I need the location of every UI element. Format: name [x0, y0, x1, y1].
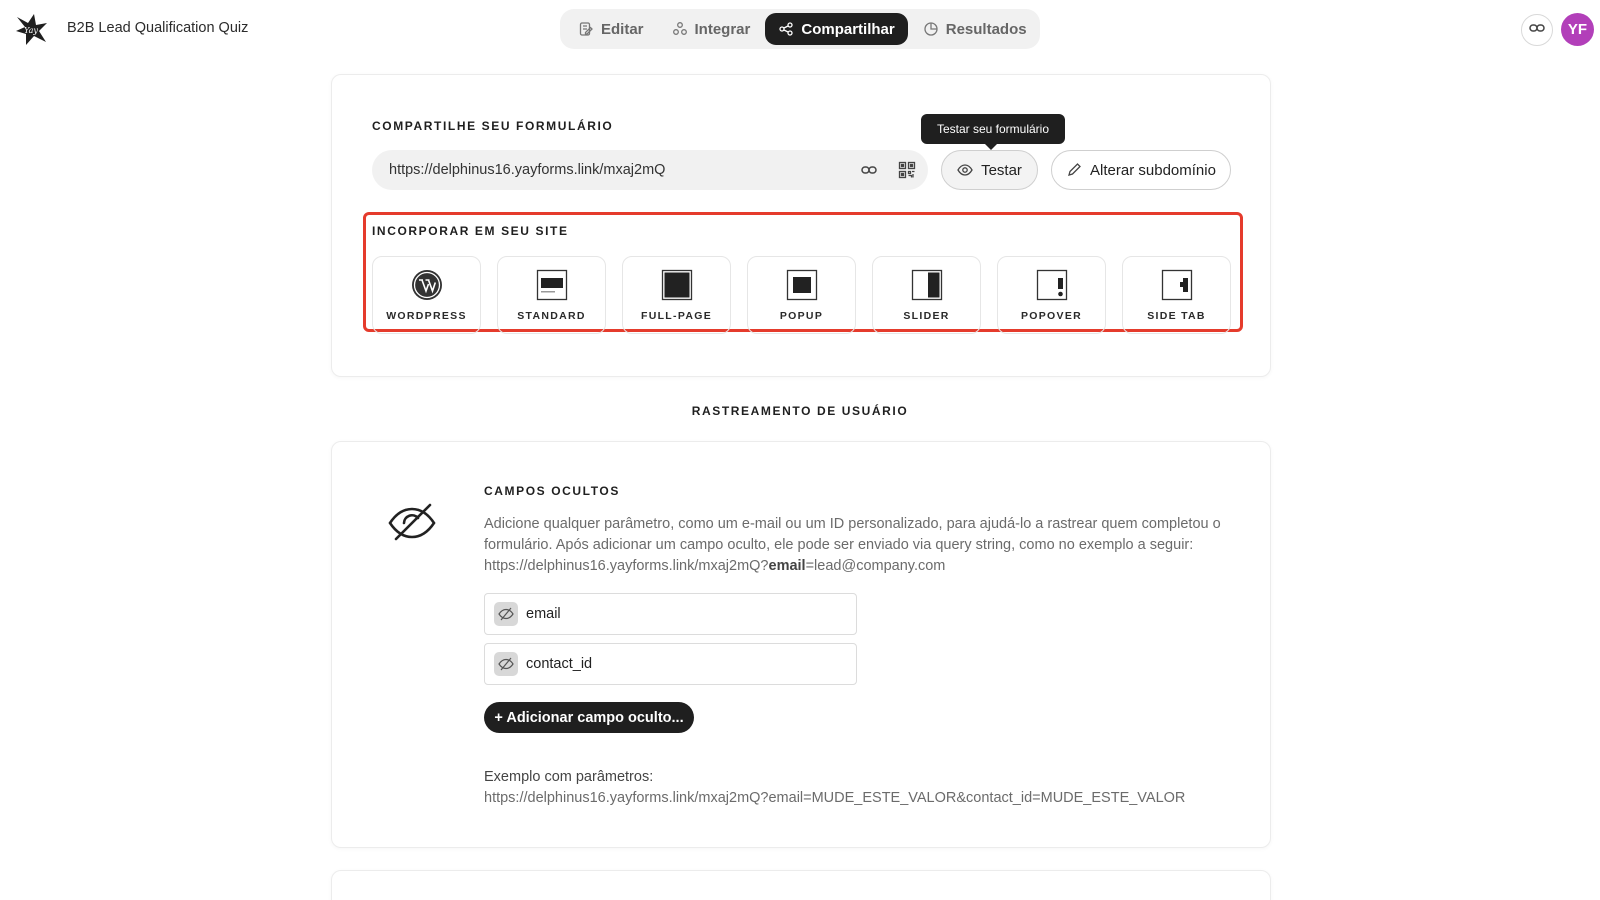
top-header — [0, 0, 1600, 60]
wordpress-icon — [411, 269, 443, 301]
share-heading: COMPARTILHE SEU FORMULÁRIO — [372, 119, 614, 133]
example-url: https://delphinus16.yayforms.link/mxaj2mQ?email=MUDE_ESTE_VALOR&contact_id=MUDE_ESTE_VALOR — [484, 790, 1186, 806]
popup-embed-icon — [786, 269, 818, 301]
description-example-prefix: https://delphinus16.yayforms.link/mxaj2mQ? — [484, 558, 769, 574]
embed-option-standard[interactable] — [497, 256, 606, 334]
edit-icon — [578, 21, 594, 37]
share-card — [331, 74, 1271, 377]
tab-compartilhar[interactable] — [765, 13, 907, 45]
tab-label: Integrar — [694, 20, 751, 38]
link-icon — [1528, 19, 1546, 42]
tab-label: Resultados — [945, 20, 1027, 38]
description-example-suffix: =lead@company.com — [805, 558, 946, 574]
embed-option-wordpress[interactable] — [372, 256, 481, 334]
eye-icon — [957, 162, 973, 178]
next-card — [331, 870, 1271, 900]
tab-integrar[interactable] — [659, 13, 764, 45]
hidden-field-email[interactable] — [484, 593, 857, 635]
results-icon — [923, 21, 939, 37]
embed-option-label: WORDPRESS — [386, 310, 467, 322]
test-form-button[interactable] — [941, 150, 1038, 190]
embed-heading: INCORPORAR EM SEU SITE — [372, 224, 569, 238]
embed-option-label: STANDARD — [517, 310, 586, 322]
copy-link-icon[interactable] — [860, 161, 878, 179]
embed-option-slider[interactable] — [872, 256, 981, 334]
change-subdomain-button[interactable] — [1051, 150, 1231, 190]
share-url-text: https://delphinus16.yayforms.link/mxaj2mQ — [389, 162, 666, 178]
app-title: B2B Lead Qualification Quiz — [67, 20, 249, 36]
embed-option-label: FULL-PAGE — [641, 310, 712, 322]
embed-options — [372, 256, 1247, 334]
add-hidden-field-button[interactable]: + Adicionar campo oculto... — [484, 702, 694, 733]
hidden-fields-description — [484, 514, 1236, 577]
popover-embed-icon — [1036, 269, 1068, 301]
embed-option-label: SIDE TAB — [1147, 310, 1206, 322]
integrations-icon — [672, 21, 688, 37]
test-tooltip: Testar seu formulário — [921, 114, 1065, 144]
tab-editar[interactable] — [565, 13, 657, 45]
qr-code-icon[interactable] — [898, 161, 916, 179]
tab-label: Compartilhar — [801, 20, 895, 38]
embed-option-label: POPUP — [779, 310, 824, 322]
hidden-field-name: contact_id — [526, 656, 593, 672]
hidden-field-name: email — [526, 606, 561, 622]
hidden-field-icon — [494, 602, 518, 626]
embed-option-popover[interactable] — [997, 256, 1106, 334]
pencil-icon — [1066, 162, 1082, 178]
side-tab-embed-icon — [1161, 269, 1193, 301]
share-url-field[interactable] — [372, 150, 928, 190]
embed-option-label: SLIDER — [903, 310, 950, 322]
hidden-field-icon — [494, 652, 518, 676]
example-label: Exemplo com parâmetros: — [484, 769, 654, 785]
yayforms-logo-icon[interactable] — [14, 11, 50, 47]
test-form-label: Testar — [981, 161, 1022, 179]
change-subdomain-label: Alterar subdomínio — [1090, 161, 1216, 179]
copy-link-button[interactable] — [1521, 14, 1553, 46]
standard-embed-icon — [536, 269, 568, 301]
tracking-heading: RASTREAMENTO DE USUÁRIO — [691, 404, 909, 418]
embed-option-side-tab[interactable] — [1122, 256, 1231, 334]
embed-option-full-page[interactable] — [622, 256, 731, 334]
embed-option-label: POPOVER — [1020, 310, 1083, 322]
description-example-key: email — [768, 558, 806, 574]
slider-embed-icon — [911, 269, 943, 301]
embed-option-popup[interactable] — [747, 256, 856, 334]
description-text: Adicione qualquer parâmetro, como um e-mail ou um ID personalizado, para ajudá-lo a rastrear quem completou o formulário. Após adicionar um campo oculto, ele pode ser enviado via query string, como no exemplo a seguir: — [484, 516, 1221, 553]
avatar[interactable]: YF — [1561, 13, 1594, 46]
svg-text:Yay: Yay — [24, 26, 38, 35]
eye-off-icon — [386, 499, 438, 543]
hidden-field-contact-id[interactable] — [484, 643, 857, 685]
main-nav — [560, 9, 1040, 49]
hidden-fields-card — [331, 441, 1271, 848]
full-page-embed-icon — [661, 269, 693, 301]
tab-resultados[interactable] — [910, 13, 1040, 45]
hidden-fields-heading: CAMPOS OCULTOS — [484, 484, 620, 498]
tab-label: Editar — [601, 20, 644, 38]
share-icon — [778, 21, 794, 37]
